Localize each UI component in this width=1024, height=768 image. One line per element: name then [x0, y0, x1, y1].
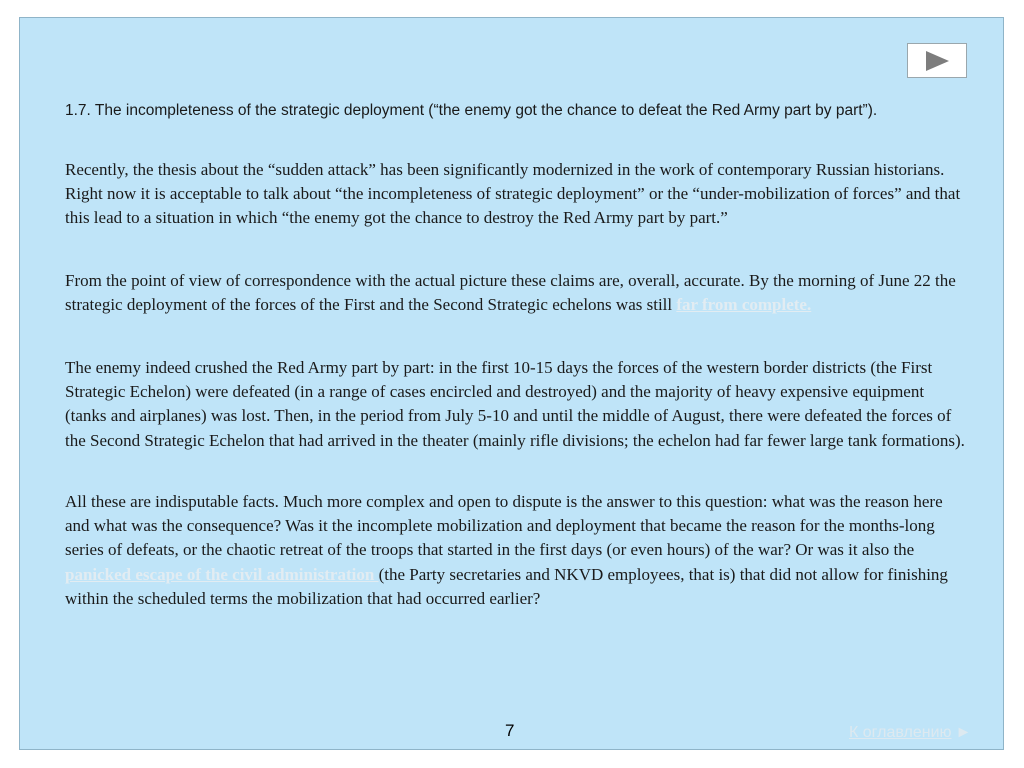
paragraph-4-text-before: All these are indisputable facts. Much more complex and open to dispute is the answer to this question: what was the reason here and what was the consequence? Was it the incomplete mobilization and deployment that became the reason for the months-long series of defeats, or the chaotic retreat of the troops that started in the first days (or even hours) of the war? Or was it also the: [65, 492, 943, 560]
next-slide-button[interactable]: [907, 43, 967, 78]
civil-administration-link[interactable]: panicked escape of the civil administration: [65, 564, 379, 584]
toc-arrow-icon: ►: [955, 724, 972, 741]
page-number: 7: [505, 721, 515, 740]
paragraph-1-text: Recently, the thesis about the “sudden attack” has been significantly modernized in the work of contemporary Russian historians. Right now it is acceptable to talk about “the incompleteness of strategic deployment” or the “under-mobilization of forces” and that this lead to a situation in which “the enemy got the chance to destroy the Red Army part by part.”: [65, 160, 961, 228]
section-heading: 1.7. The incompleteness of the strategic deployment (“the enemy got the chance to defeat the Red Army part by part”).: [65, 102, 878, 119]
paragraph-3-text: The enemy indeed crushed the Red Army part by part: in the first 10-15 days the forces of the western border districts (the First Strategic Echelon) were defeated (in a range of cases encircled and destroyed) and the majority of heavy expensive equipment (tanks and airplanes) was lost. Then, in the period from July 5-10 and until the middle of August, there were defeated the forces of the Second Strategic Echelon that had arrived in the theater (mainly rifle divisions; the echelon had far fewer large tank formations).: [65, 358, 965, 450]
paragraph-4: [65, 490, 965, 611]
paragraph-3: [65, 356, 965, 453]
paragraph-1: [65, 158, 965, 231]
toc-link-label: К оглавлению: [849, 724, 952, 741]
far-from-complete-link[interactable]: far from complete.: [676, 295, 812, 315]
table-of-contents-link[interactable]: [849, 724, 971, 742]
paragraph-2-text: From the point of view of correspondence with the actual picture these claims are, overall, accurate. By the morning of June 22 the strategic deployment of the forces of the First and the Second Strategic echelons was still: [65, 271, 956, 315]
play-triangle-icon: [924, 50, 950, 72]
paragraph-4-text-after: (the Party secretaries and NKVD employees, that is) that did not allow for finishing within the scheduled terms the mobilization that had occurred earlier?: [65, 564, 948, 608]
paragraph-2: [65, 269, 965, 317]
